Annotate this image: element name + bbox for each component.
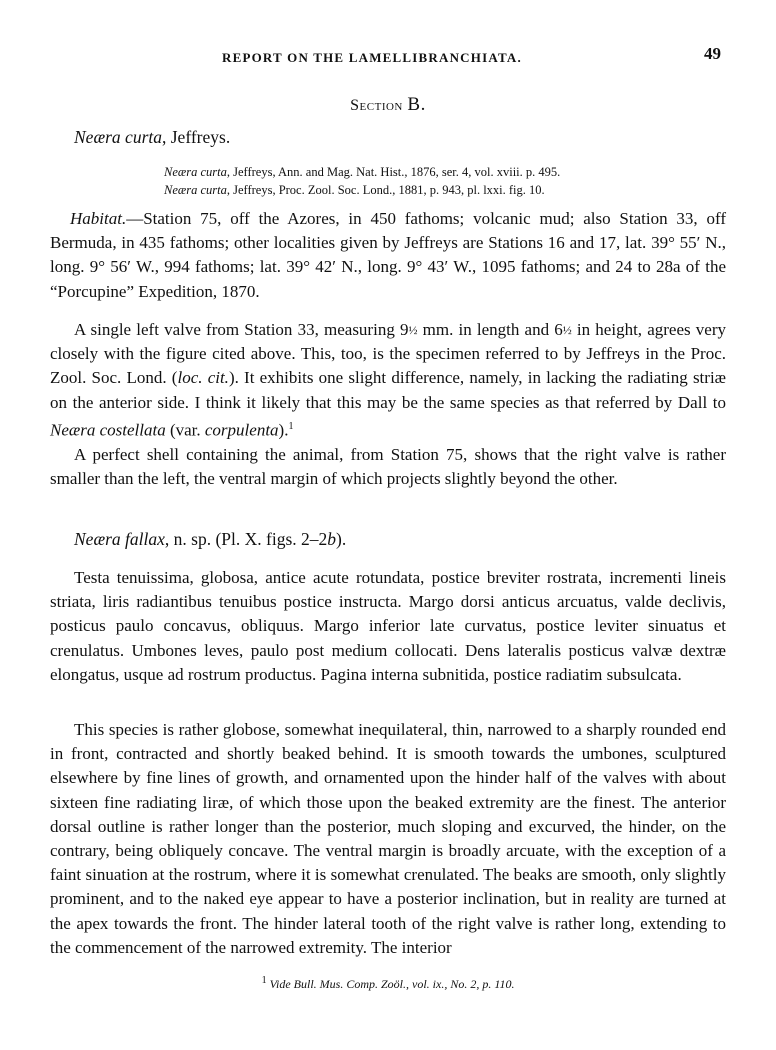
species-authority: , Jeffreys. (162, 127, 231, 147)
page-number: 49 (704, 44, 721, 63)
footnote-text: Vide Bull. Mus. Comp. Zoöl., vol. ix., No. 2, p. 110. (269, 977, 515, 991)
habitat-text: Habitat.—Station 75, off the Azores, in 450 fathoms; volcanic mud; also Station 33, off Bermuda, in 435 fathoms; other localities given by Jeffreys are Stations 16 and 17, lat. 39° 55′ N., long. 9° 56′ W., 994 fathoms; lat. 39° 42′ N., long. 9° 43′ W., 1095 fathoms; and 24 to 28a of the “Porcupine” Expedition, 1870. (50, 209, 726, 301)
habitat-paragraph (50, 207, 726, 304)
paragraph: Testa tenuissima, globosa, antice acute rotundata, postice breviter rostrata, incrementi lineis striata, liris radiantibus tenuibus postice instructa. Margo dorsi anticus arcuatus, valde declivis, posticus paulo concavus, obliquus. Margo inferior late curvatus, postice leviter sinuatus et crenulatus. Umbones leves, paulo post medium collocati. Dens lateralis posticus valvæ dextræ elongatus, usque ad rostrum productus. Pagina interna subnitida, postice radiatim subsulcata. (50, 568, 726, 684)
species-heading-fallax: Neæra fallax, n. sp. (Pl. X. figs. 2–2b). (74, 529, 347, 549)
reference-citation: , Jeffreys, Ann. and Mag. Nat. Hist., 1876, ser. 4, vol. xviii. p. 495. (226, 165, 561, 179)
paragraph: This species is rather globose, somewhat inequilateral, thin, narrowed to a sharply rounded end in front, contracted and shortly beaked behind. It is smooth towards the umbones, sculptured elsewhere by fine lines of growth, and ornamented upon the hinder half of the valves with about sixteen fine radiating liræ, of which those upon the beaked extremity are the finest. The anterior dorsal outline is rather longer than the posterior, much sloping and excurved, the hinder, on the contrary, being obliquely concave. The ventral margin is broadly arcuate, with the exception of a faint sinuation at the rostrum, where it is somewhat crenulated. The beaks are smooth, only slightly prominent, and to the naked eye appear to have a posterior inclination, but in reality are turned at the apex towards the front. The hinder lateral tooth of the right valve is rather long, extending to the commencement of the narrowed extremity. The interior (50, 720, 726, 957)
species-heading-curta (74, 127, 230, 148)
reference-line (164, 181, 560, 199)
footnote-mark: 1 (261, 975, 267, 986)
reference-taxon: Neæra curta (164, 165, 227, 179)
section-heading (0, 94, 776, 116)
latin-diagnosis (50, 566, 726, 687)
reference-taxon: Neæra curta (164, 183, 227, 197)
footnote (0, 975, 776, 992)
paragraph: A perfect shell containing the animal, from Station 75, shows that the right valve is rather smaller than the left, the ventral margin of which projects slightly beyond the other. (50, 444, 726, 488)
section-letter: B. (407, 94, 426, 115)
english-description (50, 718, 726, 960)
paragraph: A single left valve from Station 33, measuring 9½ mm. in length and 6½ in height, agrees very closely with the figure cited above. This, too, is the specimen referred to by Jeffreys in the Proc. Zool. Soc. Lond. (loc. cit.). It exhibits one slight difference, namely, in lacking the radiating striæ on the anterior side. I think it likely that this may be the same species as that referred by Dall to Neæra costellata (var. corpulenta).$^1$ (50, 320, 727, 440)
footnote-ref: 1 (288, 420, 294, 432)
species-name: Neæra curta (74, 127, 162, 147)
section-label: Section (350, 97, 403, 114)
running-head (0, 44, 776, 68)
habitat-label: Habitat. (70, 209, 127, 228)
reference-line (164, 163, 560, 181)
reference-citation: , Jeffreys, Proc. Zool. Soc. Lond., 1881, p. 943, pl. lxxi. fig. 10. (226, 183, 545, 197)
curta-discussion (50, 318, 726, 491)
species-name: Neæra fallax (74, 529, 165, 549)
running-title: REPORT ON THE LAMELLIBRANCHIATA. (222, 50, 522, 65)
synonymy-references (164, 163, 560, 199)
